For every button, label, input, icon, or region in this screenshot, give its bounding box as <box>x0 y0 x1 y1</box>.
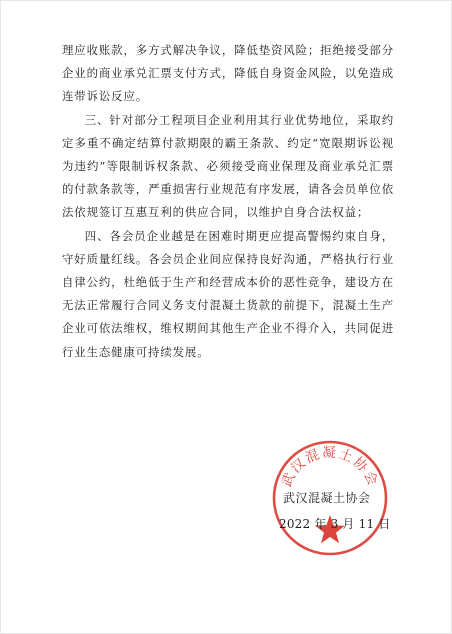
paragraph-item-4: 四、各会员企业越是在困难时期更应提高警惕约束自身，守好质量红线。各会员企业间应保持良好沟通，严格执行行业自律公约，杜绝低于生产和经营成本价的恶性竞争，建设方在无法正常履行合同义务支付混凝土货款的前提下，混凝土生产企业可依法维权，维权期间其他生产企业不得介入，共同促进行业生态健康可持续发展。 <box>62 228 394 359</box>
paragraph-item-3: 三、针对部分工程项目企业利用其行业优势地位，采取约定多重不确定结算付款期限的霸王条款、约定“宽限期诉讼视为违约”等限制诉权条款、必须接受商业保理及商业承兑汇票的付款条款等，严重损害行业规范有序发展，请各会员单位依法依规签订互惠互利的供应合同，以维护自身合法权益； <box>62 112 394 220</box>
paragraph-continuation: 理应收账款，多方式解决争议，降低垫资风险；拒绝接受部分企业的商业承兑汇票支付方式，降低自身资金风险，以免造成连带诉讼反应。 <box>62 43 394 104</box>
seal-text: 武汉混凝土协会 <box>278 444 382 490</box>
signature-organization: 武汉混凝土协会 <box>283 491 371 505</box>
signature-date: 2022 年 3 月 11 日 <box>279 517 391 531</box>
document-body <box>62 39 394 364</box>
signature-block <box>279 485 391 537</box>
